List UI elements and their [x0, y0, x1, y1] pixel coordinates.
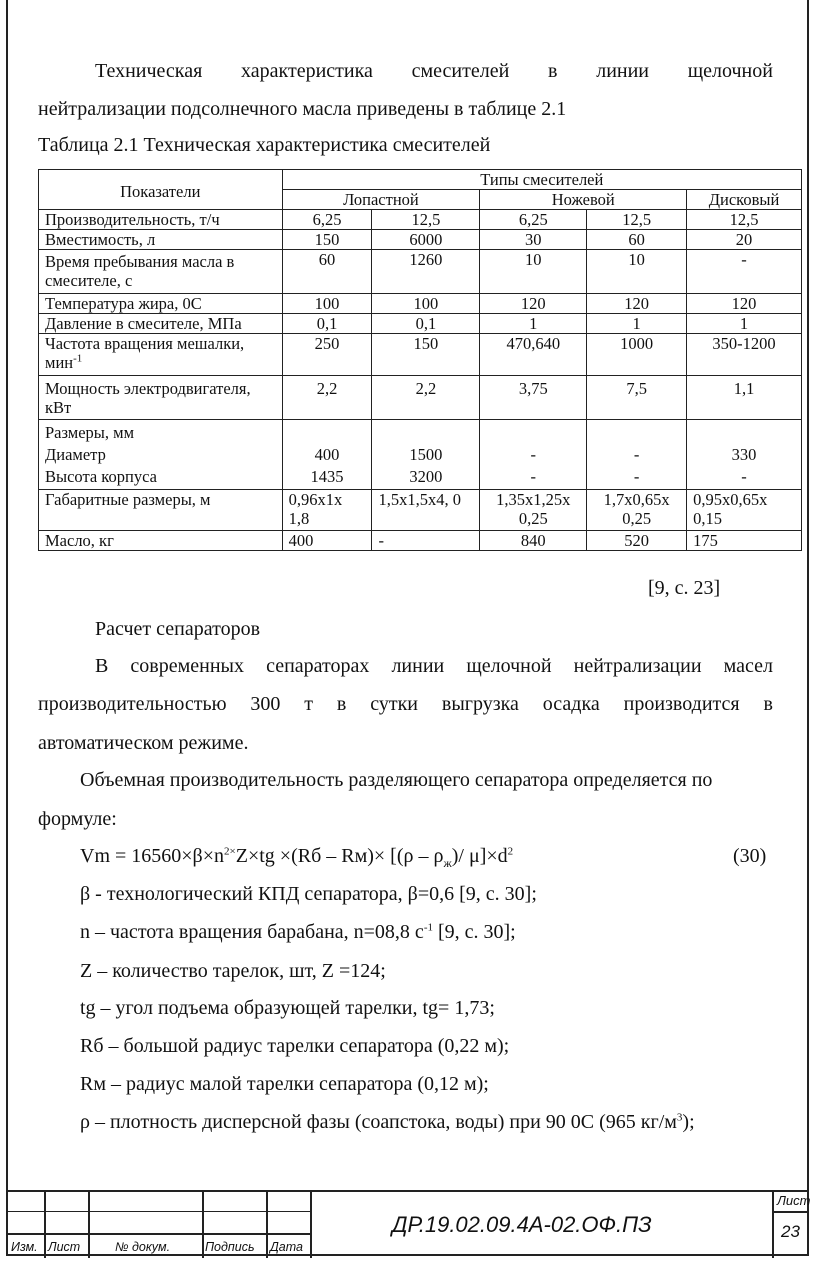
formula: $Vm = 16560\times\beta\times n^{2\times}Z\times tg \times(Rб - Rм)\times [(\rho - \rho_ж)/$ $\mu]\times d^2$ — [80, 845, 514, 870]
title-block — [8, 1190, 811, 1258]
body-p1-line-3: автоматическом режиме. — [38, 732, 249, 754]
document-code: ДР.19.02.09.4А-02.ОФ.ПЗ — [392, 1212, 652, 1237]
section-heading: Расчет сепараторов — [95, 618, 261, 640]
stamp-sheet-label: Лист — [777, 1193, 811, 1208]
table-row: Производительность, т/ч 6,25 12,5 6,25 12,5 12,5 — [39, 210, 802, 230]
definition-line: Rб – большой радиус тарелки сепаратора (0,22 м); — [80, 1035, 510, 1057]
body-p1-line-2: производительностью 300 т в сутки выгрузка осадка производится в — [38, 693, 773, 715]
definition-line: β - технологический КПД сепаратора, β=0,6 [9, с. 30]; — [80, 883, 537, 905]
header-type-paddle: Лопастной — [282, 190, 480, 210]
header-param: Показатели — [39, 170, 283, 210]
body-p2-line-2: формуле: — [38, 808, 117, 830]
stamp-label-signature: Подпись — [205, 1240, 255, 1254]
header-types: Типы смесителей — [282, 170, 801, 190]
table-row-dimensions: Размеры, мм Диаметр Высота корпуса 400 1435 1500 3200 - - - - 330 - — [39, 420, 802, 490]
table-row: Температура жира, 0С 100 100 120 120 120 — [39, 294, 802, 314]
table-row: Время пребывания масла в смесителе, с 60 1260 10 10 - — [39, 250, 802, 294]
stamp-label-sheet: Лист — [48, 1240, 81, 1254]
intro-line-2: нейтрализации подсолнечного масла приведены в таблице 2.1 — [38, 98, 567, 120]
table-header-row — [39, 170, 802, 190]
table-row: Давление в смесителе, МПа 0,1 0,1 1 1 1 — [39, 314, 802, 334]
definition-line: tg – угол подъема образующей тарелки, tg= 1,73; — [80, 997, 495, 1019]
body-p1-line-1: В современных сепараторах линии щелочной нейтрализации масел — [95, 655, 773, 677]
definition-line: ρ – плотность дисперсной фазы (соапстока, воды) при 90 0С (965 $кг/м^3$); — [80, 1111, 695, 1133]
formula-number: (30) — [733, 845, 767, 867]
definition-line: Z – количество тарелок, шт, Z =124; — [80, 960, 386, 982]
table-row: Вместимость, л 150 6000 30 60 20 — [39, 230, 802, 250]
mixers-spec-table — [38, 169, 802, 551]
table-row: Частота вращения мешалки, мин$^{-1}$ 250 150 470,640 1000 350-1200 — [39, 334, 802, 376]
table-caption: Таблица 2.1 Техническая характеристика смесителей — [38, 134, 491, 156]
header-type-disk: Дисковый — [687, 190, 802, 210]
header-type-knife: Ножевой — [480, 190, 687, 210]
body-p2-line-1: Объемная производительность разделяющего сепаратора определяется по — [80, 769, 713, 791]
stamp-label-date: Дата — [270, 1240, 303, 1254]
definition-line: Rм – радиус малой тарелки сепаратора (0,12 м); — [80, 1073, 489, 1095]
stamp-sheet-number: 23 — [781, 1222, 800, 1241]
intro-line-1: Техническая характеристика смесителей в линии щелочной — [95, 60, 773, 82]
table-row: Масло, кг 400 - 840 520 175 — [39, 531, 802, 551]
definition-line: n – частота вращения барабана, n=08,8 $с^{-1}$ [9, с. 30]; — [80, 921, 516, 943]
stamp-label-doc-number: № докум. — [115, 1240, 171, 1254]
table-row: Мощность электродвигателя, кВт 2,2 2,2 3,75 7,5 1,1 — [39, 376, 802, 420]
table-row: Габаритные размеры, м 0,96x1x 1,8 1,5x1,5x4, 0 1,35x1,25x 0,25 1,7x0,65x 0,25 0,95x0,65x 0,15 — [39, 490, 802, 531]
stamp-label-change: Изм. — [11, 1240, 38, 1254]
table-source-ref: [9, с. 23] — [648, 577, 721, 599]
